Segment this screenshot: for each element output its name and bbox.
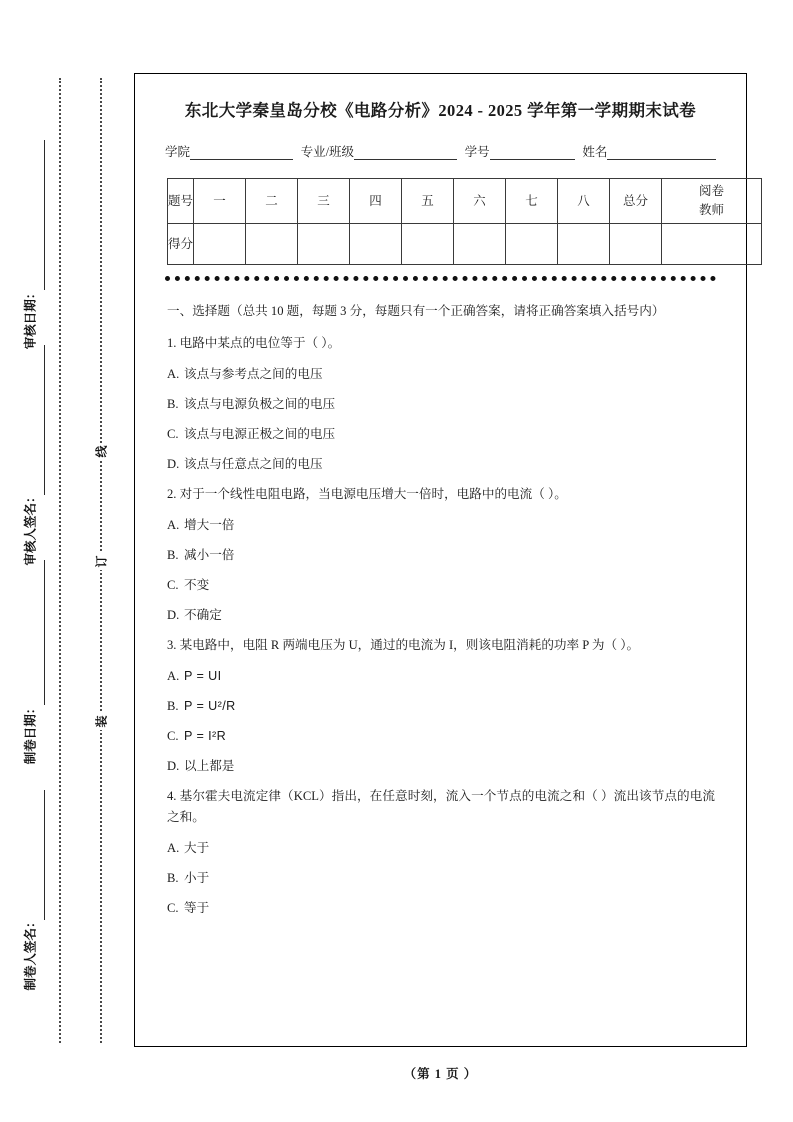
page-title: 东北大学秦皇岛分校《电路分析》2024 - 2025 学年第一学期期末试卷 [184,101,697,120]
seal-dotted-line-outer [59,78,61,1043]
score-value-teacher[interactable] [662,224,762,265]
question-4-option-c[interactable] [167,898,715,918]
seal-rule-3 [44,560,45,705]
fold-mark-ding: 订 [88,553,114,570]
question-stem-4: 4. 基尔霍夫电流定律（KCL）指出，在任意时刻，流入一个节点的电流之和（ ）流出该节点的电流之和。 [167,789,715,824]
option-text: P = I²R [184,729,227,743]
teacher-header-line2: 教师 [698,203,724,217]
option-text: P = U²/R [184,699,236,713]
seal-margin [0,0,134,1122]
option-text: 不确定 [184,608,222,622]
question-2-option-a[interactable] [167,515,715,535]
exam-paper-body [134,73,747,1047]
question-4-option-a[interactable] [167,838,715,858]
college-label: 学院 [165,145,191,159]
option-key: D. [167,759,180,773]
score-col-total: 总分 [610,179,662,224]
score-col-6: 六 [454,179,506,224]
reviewer-signature-label: 审核人签名： [23,490,38,566]
score-col-7: 七 [506,179,558,224]
option-key: C. [167,578,179,592]
option-key: B. [167,397,179,411]
student-id-label: 学号 [464,145,490,159]
question-stem-1: 1. 电路中某点的电位等于（ ）。 [167,336,341,350]
option-text: 增大一倍 [184,518,235,532]
score-table [167,178,762,265]
option-text: 不变 [184,578,210,592]
score-col-3: 三 [298,179,350,224]
option-text: 以上都是 [184,759,235,773]
option-key: C. [167,427,179,441]
option-text: 该点与任意点之间的电压 [184,457,323,471]
score-value-total[interactable] [610,224,662,265]
question-3-option-c[interactable] [167,726,715,746]
option-text: 大于 [184,841,210,855]
paper-date-label: 制卷日期： [23,701,38,765]
seal-rule-1 [44,140,45,290]
score-col-1: 一 [194,179,246,224]
option-key: C. [167,901,179,915]
score-col-5: 五 [402,179,454,224]
question-1-option-d[interactable] [167,454,715,474]
table-row [168,224,762,265]
student-name-input[interactable] [607,146,716,160]
section-heading-1: 一、选择题（总共 10 题，每题 3 分，每题只有一个正确答案，请将正确答案填入括号内） [167,304,665,318]
student-name-label: 姓名 [582,145,608,159]
seal-rule-4 [44,790,45,920]
question-3-option-b[interactable] [167,696,715,716]
seal-rule-2 [44,345,45,495]
score-value-4[interactable] [350,224,402,265]
option-text: 该点与参考点之间的电压 [184,367,323,381]
question-1-option-c[interactable] [167,424,715,444]
option-key: B. [167,871,179,885]
table-row-header [168,179,762,224]
student-id-input[interactable] [490,146,575,160]
question-2-option-d[interactable] [167,605,715,625]
section-divider [165,276,716,287]
score-col-teacher [662,179,762,224]
option-key: B. [167,699,179,713]
option-key: D. [167,608,180,622]
question-stem-3: 3. 某电路中，电阻 R 两端电压为 U，通过的电流为 I，则该电阻消耗的功率 P 为（ ）。 [167,638,640,652]
score-value-3[interactable] [298,224,350,265]
score-value-6[interactable] [454,224,506,265]
score-table-row-label-score: 得分 [168,224,194,265]
paper-author-signature-label: 制卷人签名： [23,915,38,991]
option-text: 该点与电源负极之间的电压 [184,397,336,411]
question-2-option-b[interactable] [167,545,715,565]
question-stem-2: 2. 对于一个线性电阻电路，当电源电压增大一倍时，电路中的电流（ ）。 [167,487,567,501]
score-value-8[interactable] [558,224,610,265]
question-1-option-b[interactable] [167,394,715,414]
question-2-option-c[interactable] [167,575,715,595]
option-text: 等于 [184,901,210,915]
major-class-input[interactable] [354,146,457,160]
score-col-4: 四 [350,179,402,224]
option-text: P = UI [184,669,222,683]
teacher-header-line1: 阅卷 [698,184,724,198]
fold-mark-xian: 线 [88,443,114,460]
score-value-2[interactable] [246,224,298,265]
question-1-option-a[interactable] [167,364,715,384]
question-3-option-d[interactable] [167,756,715,776]
option-key: A. [167,669,180,683]
option-key: A. [167,367,180,381]
major-class-label: 专业/班级 [300,145,355,159]
option-key: D. [167,457,180,471]
question-3-option-a[interactable] [167,666,715,686]
score-table-wrapper [151,178,730,265]
question-4-option-b[interactable] [167,868,715,888]
score-col-8: 八 [558,179,610,224]
option-key: B. [167,548,179,562]
option-text: 小于 [184,871,210,885]
student-info-row [151,142,730,160]
option-text: 该点与电源正极之间的电压 [184,427,336,441]
score-table-row-label-question: 题号 [168,179,194,224]
option-text: 减小一倍 [184,548,235,562]
option-key: A. [167,518,180,532]
option-key: C. [167,729,179,743]
score-value-7[interactable] [506,224,558,265]
score-value-1[interactable] [194,224,246,265]
questions-container [151,287,730,918]
fold-mark-zhuang: 装 [88,713,114,730]
option-key: A. [167,841,180,855]
review-date-label: 审核日期： [23,286,38,350]
score-col-2: 二 [246,179,298,224]
score-value-5[interactable] [402,224,454,265]
college-input[interactable] [190,146,293,160]
page-footer: （第 1 页 ） [403,1067,478,1081]
